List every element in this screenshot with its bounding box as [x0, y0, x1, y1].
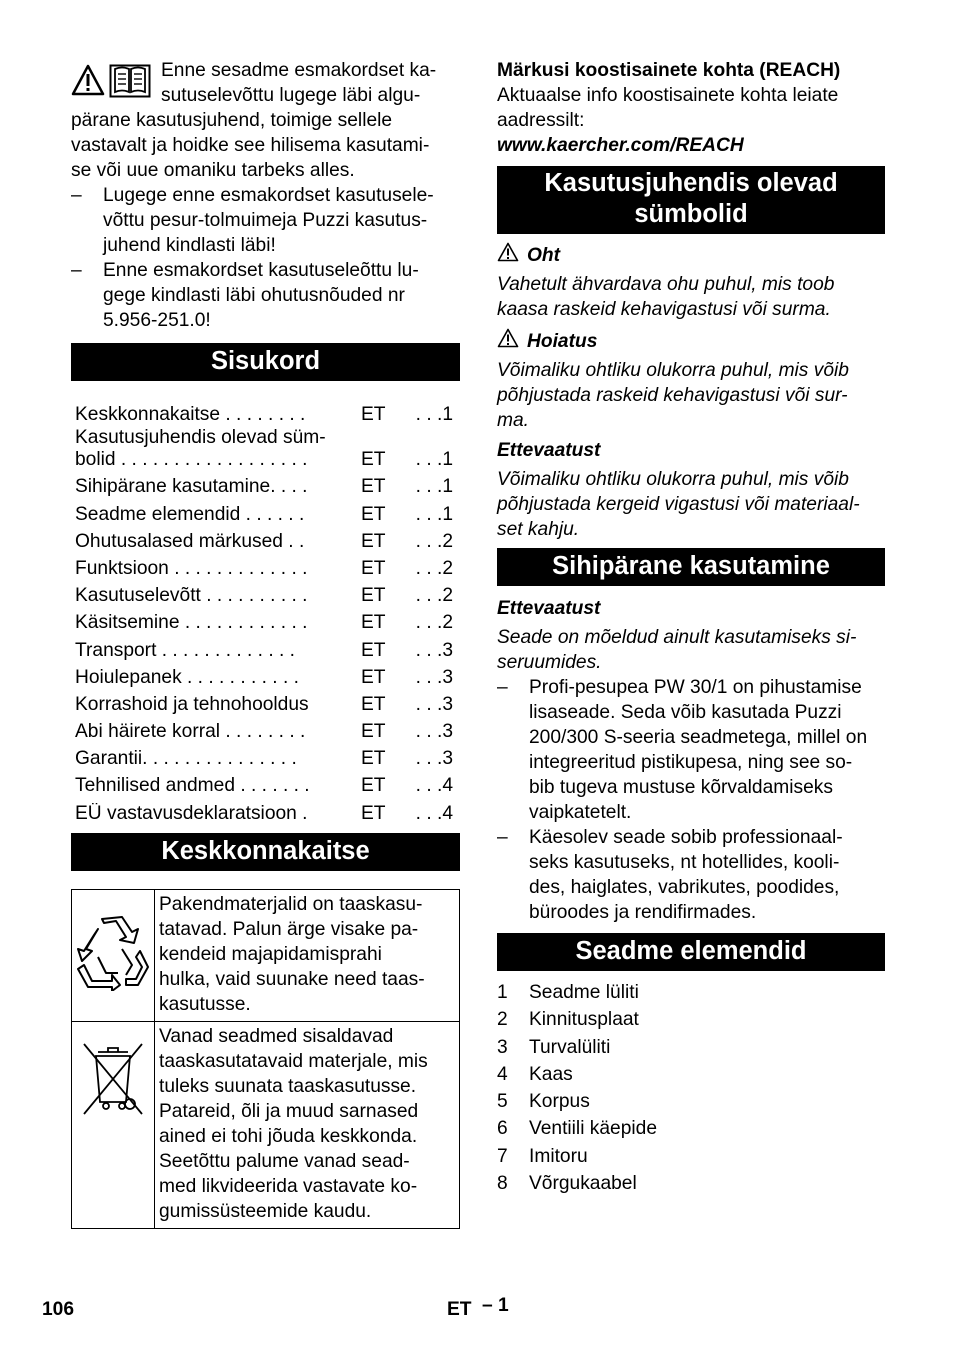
list-item: 1 Seadme lüliti — [497, 982, 639, 1003]
toc-row[interactable] — [75, 716, 456, 743]
danger-heading — [497, 242, 885, 269]
toc-page: . . .1 — [415, 503, 453, 525]
toc-title: Tehnilised andmed . . . . . . . — [75, 775, 310, 797]
warning-triangle-icon — [497, 328, 519, 355]
bullet-line: gege kindlasti läbi ohutusnõuded nr — [103, 285, 405, 306]
bullet-line: 5.956-251.0! — [103, 310, 211, 331]
list-item: 8 Võrgukaabel — [497, 1173, 637, 1195]
danger-text: kaasa raskeid kehavigastusi või surma. — [497, 299, 831, 320]
caution-text: Võimaliku ohtliku olukorra puhul, mis võib — [497, 469, 849, 490]
intended-use-heading: Sihipärane kasutamine — [497, 548, 885, 586]
list-item: 7 Imitoru — [497, 1145, 588, 1167]
toc-title: Funktsioon . . . . . . . . . . . . . — [75, 557, 308, 579]
toc-row[interactable] — [75, 689, 456, 716]
toc-page: . . .2 — [415, 612, 453, 634]
device-elements-heading: Seadme elemendid — [497, 933, 885, 971]
intro-line: sutuselevõttu lugege läbi algu- — [161, 85, 421, 106]
elements-list — [497, 979, 885, 1197]
list-item: 6 Ventiili käepide — [497, 1118, 658, 1140]
recycle-icon — [76, 975, 150, 996]
intro-line: Enne sesadme esmakordset ka- — [161, 60, 437, 81]
toc-lang: ET — [361, 639, 386, 661]
list-item: 3 Turvalüliti — [497, 1036, 611, 1058]
bullet-item: – Profi-pesupea PW 30/1 on pihustamise lisaseade. Seda võib kasutada Puzzi 200/300 S-seeria seadmetega, millel on integreeritud pistikupesa, ning see so- bib tugeva mustuse kõrvaldamiseks vaipkatetelt. — [497, 677, 868, 823]
symbols-heading: Kasutusjuhendis olevad sümbolid — [497, 166, 885, 234]
toc-page: . . .4 — [415, 775, 453, 797]
toc-lang: ET — [361, 449, 386, 471]
right-column — [497, 58, 885, 1197]
toc-title: Kasutusjuhendis olevad süm- bolid . . . . . . . . . . . . . . . . . . — [75, 427, 326, 471]
toc-lang: ET — [361, 693, 386, 715]
toc-page: . . .2 — [415, 557, 453, 579]
warning-triangle-icon — [71, 64, 105, 105]
reach-url-link[interactable]: www.kaercher.com/REACH — [497, 135, 744, 156]
disposal-text: Vanad seadmed sisaldavad taaskasutatavaid materjale, mis tuleks suunata taaskasutusse. Patareid, õli ja muud sarnased ained ei tohi jõuda keskkonda. Seetõttu palume vanad sead- med likvideerida vastavate ko- gumissüsteemide kaudu. — [155, 1021, 460, 1228]
table-of-contents — [71, 399, 460, 825]
list-item: 5 Korpus — [497, 1091, 590, 1113]
bullet-item — [71, 183, 460, 258]
footer-page-ref: – 1 — [482, 1295, 509, 1316]
toc-row[interactable] — [75, 770, 456, 797]
usage-caution-text: seruumides. — [497, 652, 602, 673]
toc-page: . . .2 — [415, 530, 453, 552]
caution-label: Ettevaatust — [497, 440, 601, 461]
bullet-item — [71, 258, 460, 333]
danger-text: Vahetult ähvardava ohu puhul, mis toob — [497, 274, 835, 295]
toc-page: . . .3 — [415, 666, 453, 688]
toc-lang: ET — [361, 530, 386, 552]
toc-lang: ET — [361, 775, 386, 797]
toc-heading: Sisukord — [71, 343, 460, 381]
toc-title: Korrashoid ja tehnohooldus — [75, 693, 309, 715]
toc-page: . . .3 — [415, 721, 453, 743]
danger-label: Oht — [527, 245, 561, 266]
crossed-bin-icon — [78, 1102, 148, 1123]
toc-title: Transport . . . . . . . . . . . . . — [75, 639, 295, 661]
reach-text: Aktuaalse info koostisainete kohta leiate — [497, 85, 839, 106]
toc-title: Hoiulepanek . . . . . . . . . . . — [75, 666, 299, 688]
dash-marker: – — [71, 260, 82, 281]
toc-lang: ET — [361, 404, 386, 426]
toc-lang: ET — [361, 721, 386, 743]
recycle-text: Pakendmaterjalid on taaskasu- tatavad. Palun ärge visake pa- kendeid majapidamisprahi hulka, vaid suunake need taas- kasutusse. — [155, 889, 460, 1021]
table-row — [72, 1021, 460, 1228]
table-row — [72, 889, 460, 1021]
reach-text: aadressilt: — [497, 110, 585, 131]
toc-row[interactable] — [75, 399, 456, 426]
dash-marker: – — [71, 185, 82, 206]
toc-title: Abi häirete korral . . . . . . . . — [75, 721, 306, 743]
toc-title: Käsitsemine . . . . . . . . . . . . — [75, 612, 308, 634]
page-number: 106 — [42, 1299, 75, 1320]
toc-lang: ET — [361, 802, 386, 824]
toc-page: . . .3 — [415, 693, 453, 715]
toc-page: . . .3 — [415, 639, 453, 661]
toc-lang: ET — [361, 557, 386, 579]
toc-page: . . .1 — [415, 404, 453, 426]
usage-caution-label: Ettevaatust — [497, 598, 601, 619]
manual-book-icon — [109, 64, 151, 105]
footer-lang: ET — [447, 1299, 472, 1320]
environment-table — [71, 889, 460, 1229]
caution-text: põhjustada kergeid vigastusi või materiaal- — [497, 494, 860, 515]
toc-row[interactable] — [75, 498, 456, 525]
intro-line: se või uue omaniku tarbeks alles. — [71, 160, 355, 181]
intro-notice — [71, 58, 460, 108]
intro-line: pärane kasutusjuhend, toimige sellele — [71, 110, 393, 131]
toc-page: . . .3 — [415, 748, 453, 770]
warning-triangle-icon — [497, 242, 519, 269]
warning-text: ma. — [497, 410, 529, 431]
toc-row[interactable] — [75, 743, 456, 770]
left-column — [71, 58, 460, 1229]
toc-lang: ET — [361, 476, 386, 498]
list-item: 4 Kaas — [497, 1063, 573, 1085]
bullet-item: – Käesolev seade sobib professionaal- seks kasutuseks, nt hotellides, kooli- des, haiglates, vabrikutes, poodides, büroodes ja rendifirmades. — [497, 827, 843, 923]
dash-marker: – — [497, 827, 508, 848]
toc-title: Kasutuselevõtt . . . . . . . . . . — [75, 585, 308, 607]
toc-row[interactable] — [75, 662, 456, 689]
toc-row[interactable] — [75, 607, 456, 634]
toc-row[interactable] — [75, 797, 456, 824]
toc-title: Keskkonnakaitse . . . . . . . . — [75, 404, 306, 426]
toc-lang: ET — [361, 748, 386, 770]
toc-lang: ET — [361, 585, 386, 607]
warning-heading — [497, 328, 885, 355]
warning-label: Hoiatus — [527, 331, 598, 352]
warning-text: Võimaliku ohtliku olukorra puhul, mis võib — [497, 360, 849, 381]
toc-row[interactable] — [75, 580, 456, 607]
toc-title: EÜ vastavusdeklaratsioon . — [75, 802, 308, 824]
toc-page: . . .2 — [415, 585, 453, 607]
toc-page: . . .1 — [415, 476, 453, 498]
toc-row[interactable] — [75, 426, 456, 471]
toc-lang: ET — [361, 612, 386, 634]
list-item: 2 Kinnitusplaat — [497, 1009, 639, 1031]
toc-page: . . .4 — [415, 802, 453, 824]
reach-title: Märkusi koostisainete kohta (REACH) — [497, 60, 841, 81]
toc-lang: ET — [361, 503, 386, 525]
toc-title: Seadme elemendid . . . . . . — [75, 503, 305, 525]
dash-marker: – — [497, 677, 508, 698]
bullet-line: võttu pesur-tolmuimeja Puzzi kasutus- — [103, 210, 428, 231]
toc-row[interactable] — [75, 553, 456, 580]
bullet-line: Enne esmakordset kasutuseleõttu lu- — [103, 260, 419, 281]
intro-line: vastavalt ja hoidke see hilisema kasutami- — [71, 135, 430, 156]
toc-title: Sihipärane kasutamine. . . . — [75, 476, 308, 498]
toc-row[interactable] — [75, 634, 456, 661]
warning-text: põhjustada raskeid kehavigastusi või sur- — [497, 385, 848, 406]
caution-text: set kahju. — [497, 519, 580, 540]
usage-caution-text: Seade on mõeldud ainult kasutamiseks si- — [497, 627, 857, 648]
toc-title: Garantii. . . . . . . . . . . . . . . — [75, 748, 297, 770]
bullet-line: Lugege enne esmakordset kasutusele- — [103, 185, 434, 206]
toc-page: . . .1 — [415, 449, 453, 471]
toc-row[interactable] — [75, 471, 456, 498]
toc-row[interactable] — [75, 526, 456, 553]
toc-title: Ohutusalased märkused . . — [75, 530, 305, 552]
environment-heading: Keskkonnakaitse — [71, 833, 460, 871]
toc-lang: ET — [361, 666, 386, 688]
bullet-line: juhend kindlasti läbi! — [103, 235, 276, 256]
